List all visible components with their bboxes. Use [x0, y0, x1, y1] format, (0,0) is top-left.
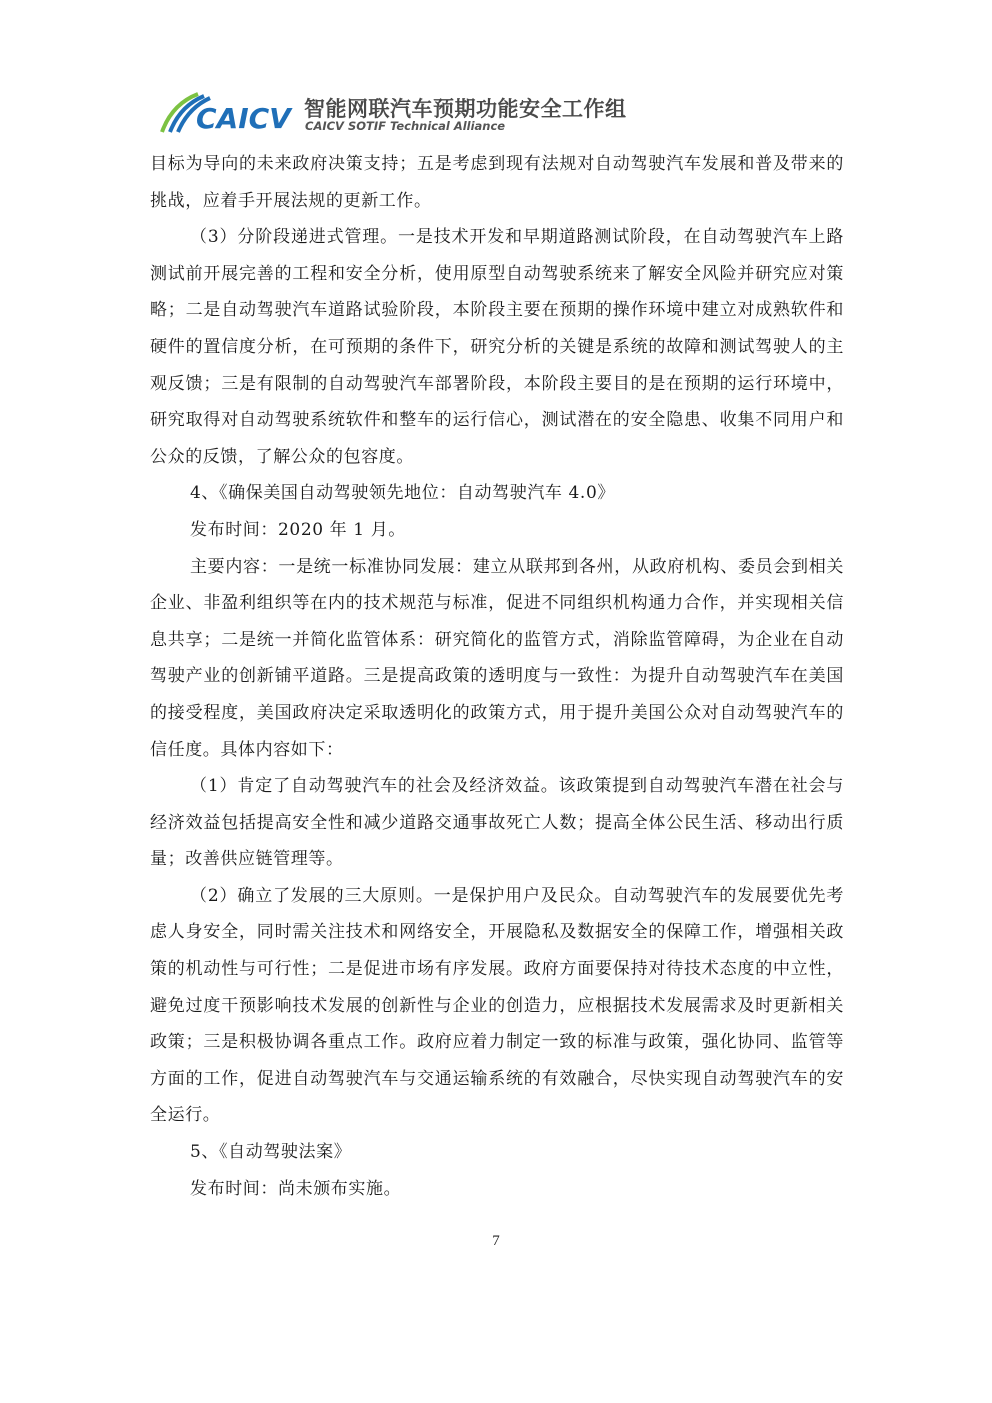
header-title-cn: 智能网联汽车预期功能安全工作组	[304, 97, 627, 121]
paragraph-principles: （2）确立了发展的三大原则。一是保护用户及民众。自动驾驶汽车的发展要优先考虑人身安全，同时需关注技术和网络安全，开展隐私及数据安全的保障工作，增强相关政策的机动性与可行性；二是促进市场有序发展。政府方面要保持对待技术态度的中立性，避免过度干预影响技术发展的创新性与企业的创造力，应根据技术发展需求及时更新相关政策；三是积极协调各重点工作。政府应着力制定一致的标准与政策，强化协同、监管等方面的工作，促进自动驾驶汽车与交通运输系统的有效融合，尽快实现自动驾驶汽车的安全运行。	[150, 885, 844, 1126]
paragraph-2: （3）分阶段递进式管理。一是技术开发和早期道路测试阶段，在自动驾驶汽车上路测试前开展完善的工程和安全分析，使用原型自动驾驶系统来了解安全风险并研究应对策略；二是自动驾驶汽车道路试验阶段，本阶段主要在预期的操作环境中建立对成熟软件和硬件的置信度分析，在可预期的条件下，研究分析的关键是系统的故障和测试驾驶人的主观反馈；三是有限制的自动驾驶汽车部署阶段，本阶段主要目的是在预期的运行环境中，研究取得对自动驾驶系统软件和整车的运行信心，测试潜在的安全隐患、收集不同用户和公众的反馈，了解公众的包容度。	[150, 227, 844, 467]
page-header	[158, 88, 638, 140]
caicv-logo	[158, 88, 308, 138]
release-date-4: 发布时间：2020 年 1 月。	[190, 519, 406, 540]
main-content-paragraph: 主要内容：一是统一标准协同发展：建立从联邦到各州，从政府机构、委员会到相关企业、非盈利组织等在内的技术规范与标准，促进不同组织机构通力合作，并实现相关信息共享；二是统一并简化监管体系：研究简化的监管方式，消除监管障碍，为企业在自动驾驶产业的创新铺平道路。三是提高政策的透明度与一致性：为提升自动驾驶汽车在美国的接受程度，美国政府决定采取透明化的政策方式，用于提升美国公众对自动驾驶汽车的信任度。具体内容如下：	[150, 556, 844, 760]
section-heading-4: 4、《确保美国自动驾驶领先地位：自动驾驶汽车 4.0》	[190, 483, 615, 504]
release-date-5: 发布时间：尚未颁布实施。	[190, 1178, 402, 1199]
svg-text:CAICV: CAICV	[196, 102, 291, 135]
header-title-en: CAICV SOTIF Technical Alliance	[305, 119, 506, 133]
paragraph-benefits: （1）肯定了自动驾驶汽车的社会及经济效益。该政策提到自动驾驶汽车潜在社会与经济效益包括提高安全性和减少道路交通事故死亡人数；提高全体公民生活、移动出行质量；改善供应链管理等。	[150, 776, 844, 870]
page-number: 7	[492, 1233, 500, 1249]
section-heading-5: 5、《自动驾驶法案》	[190, 1142, 352, 1163]
paragraph-1: 目标为导向的未来政府决策支持；五是考虑到现有法规对自动驾驶汽车发展和普及带来的挑战，应着手开展法规的更新工作。	[150, 154, 844, 211]
document-body	[150, 146, 844, 1207]
